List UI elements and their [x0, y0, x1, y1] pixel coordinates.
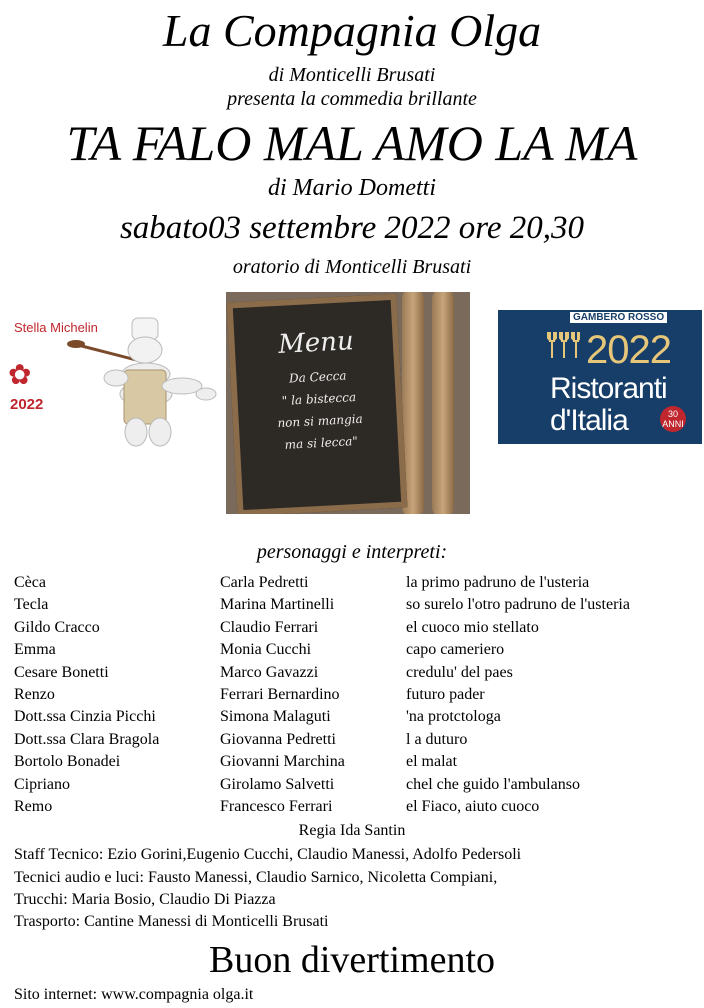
cast-actor: Simona Malaguti — [220, 708, 331, 726]
cast-actor: Giovanna Pedretti — [220, 730, 336, 748]
cast-description: 'na protctologa — [406, 708, 501, 726]
cast-actor: Girolamo Salvetti — [220, 775, 335, 793]
michelin-logo — [4, 312, 218, 452]
wooden-fork-icon — [432, 292, 454, 514]
director-credit: Regia Ida Santin — [298, 822, 406, 839]
menu-line: " la bistecca — [281, 390, 357, 408]
cast-row — [0, 664, 704, 686]
cast-actor: Claudio Ferrari — [220, 618, 319, 636]
cast-description: so surelo l'otro padruno de l'usteria — [406, 596, 630, 614]
cast-role: Remo — [14, 798, 53, 815]
gambero-year: 2022 — [586, 328, 671, 372]
cast-row — [0, 753, 704, 775]
cast-row — [0, 619, 704, 641]
cast-role: Bortolo Bonadei — [14, 753, 121, 771]
michelin-year: 2022 — [10, 396, 44, 413]
cast-role: Renzo — [14, 686, 55, 703]
cast-role: Cesare Bonetti — [14, 663, 109, 681]
cast-actor: Marco Gavazzi — [220, 663, 319, 681]
cast-description: el Fiaco, aiuto cuoco — [406, 798, 540, 815]
cast-description: l a duturo — [406, 730, 468, 748]
cast-role: Dott.ssa Cinzia Picchi — [14, 708, 156, 726]
anniversary-badge: 30 ANNI — [660, 406, 686, 432]
cast-heading: personaggi e interpreti: — [256, 541, 448, 563]
cast-role: Cèca — [14, 574, 46, 591]
cast-actor: Marina Martinelli — [220, 596, 335, 614]
event-date: sabato03 settembre 2022 ore 20,30 — [119, 210, 585, 246]
cast-description: el malat — [406, 753, 458, 771]
cast-description: el cuoco mio stellato — [406, 618, 539, 636]
menu-line: Da Cecca — [288, 368, 347, 386]
chalkboard-text — [243, 324, 394, 457]
cast-role: Cipriano — [14, 775, 70, 793]
presents-line: presenta la commedia brillante — [227, 88, 477, 110]
cast-row — [0, 686, 704, 708]
cutlery-icon — [546, 330, 580, 360]
menu-line: non si mangia — [277, 411, 364, 431]
cast-actor: Ferrari Bernardino — [220, 686, 340, 703]
cast-role: Dott.ssa Clara Bragola — [14, 730, 160, 748]
cast-row — [0, 731, 704, 753]
closing-message: Buon divertimento — [208, 939, 496, 981]
play-title: TA FALO MAL AMO LA MA — [66, 115, 638, 171]
bibendum-mascot-icon — [64, 314, 218, 450]
event-venue: oratorio di Monticelli Brusati — [232, 256, 472, 278]
cast-role: Gildo Cracco — [14, 618, 100, 636]
gambero-line2: d'Italia — [550, 404, 628, 437]
staff-credit: Staff Tecnico: Ezio Gorini,Eugenio Cucchi, Claudio Manessi, Adolfo Pedersoli — [14, 846, 522, 863]
cast-description: credulu' del paes — [406, 663, 513, 681]
menu-board-photo — [226, 292, 470, 514]
gambero-brand: GAMBERO ROSSO — [570, 312, 667, 323]
cast-actor: Francesco Ferrari — [220, 798, 333, 815]
cast-description: capo cameriero — [406, 641, 505, 659]
michelin-star-icon: ✿ — [8, 360, 32, 391]
cast-row — [0, 798, 704, 820]
company-location: di Monticelli Brusati — [268, 64, 436, 86]
transport-credit: Trasporto: Cantine Manessi di Monticelli Brusati — [14, 913, 329, 930]
cast-role: Emma — [14, 641, 56, 659]
cast-actor: Giovanni Marchina — [220, 753, 345, 771]
cast-row — [0, 776, 704, 798]
makeup-credit: Trucchi: Maria Bosio, Claudio Di Piazza — [14, 891, 276, 908]
gambero-line1: Ristoranti — [550, 372, 667, 405]
cast-row — [0, 641, 704, 663]
cast-row — [0, 596, 704, 618]
cast-row — [0, 574, 704, 596]
menu-title: Menu — [277, 326, 355, 361]
cast-actor: Monia Cucchi — [220, 641, 312, 659]
company-name: La Compagnia Olga — [162, 5, 542, 56]
website-line: Sito internet: www.compagnia olga.it — [14, 986, 254, 1003]
cast-description: futuro pader — [406, 686, 485, 703]
menu-line: ma si lecca" — [284, 434, 359, 452]
audio-credit: Tecnici audio e luci: Fausto Manessi, Claudio Sarnico, Nicoletta Compiani, — [14, 869, 498, 886]
cast-description: la primo padruno de l'usteria — [406, 574, 590, 591]
cast-row — [0, 708, 704, 730]
cast-role: Tecla — [14, 596, 49, 614]
cast-description: chel che guido l'ambulanso — [406, 775, 580, 793]
gambero-rosso-logo — [498, 310, 702, 444]
michelin-label: Stella Michelin — [14, 320, 98, 335]
cast-actor: Carla Pedretti — [220, 574, 309, 591]
play-author: di Mario Dometti — [268, 175, 436, 201]
